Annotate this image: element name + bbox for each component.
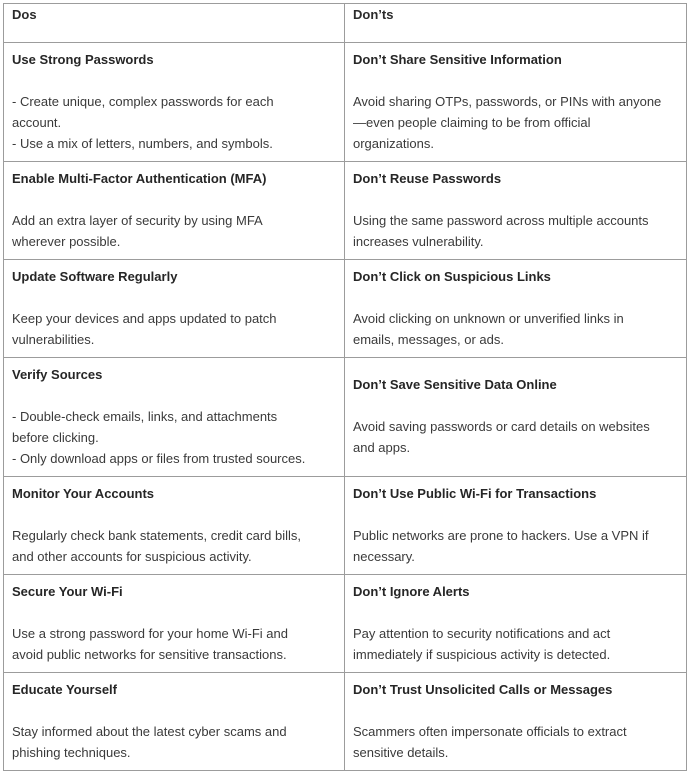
table-row	[4, 43, 687, 162]
do-line: - Double-check emails, links, and attachments	[12, 409, 278, 424]
do-description	[12, 406, 336, 469]
dont-cell	[345, 162, 687, 260]
do-line: phishing techniques.	[12, 745, 131, 760]
dont-description	[353, 91, 678, 154]
do-title: Educate Yourself	[12, 682, 117, 697]
dont-cell	[345, 575, 687, 673]
table-row	[4, 358, 687, 477]
dont-line: organizations.	[353, 136, 434, 151]
dont-line: Using the same password across multiple accounts	[353, 213, 649, 228]
dont-description	[353, 623, 678, 665]
dont-title: Don’t Share Sensitive Information	[353, 52, 562, 67]
dont-cell	[345, 43, 687, 162]
do-cell	[4, 358, 345, 477]
dont-title: Don’t Click on Suspicious Links	[353, 269, 551, 284]
do-title: Use Strong Passwords	[12, 52, 154, 67]
do-description	[12, 91, 336, 154]
dont-title: Don’t Ignore Alerts	[353, 584, 470, 599]
do-line: avoid public networks for sensitive transactions.	[12, 647, 287, 662]
do-line: before clicking.	[12, 430, 99, 445]
dont-line: Avoid saving passwords or card details on websites	[353, 419, 650, 434]
do-description	[12, 623, 336, 665]
do-line: Add an extra layer of security by using MFA	[12, 213, 263, 228]
do-line: - Only download apps or files from trusted sources.	[12, 451, 306, 466]
dont-line: and apps.	[353, 440, 411, 455]
dont-line: Pay attention to security notifications and act	[353, 626, 611, 641]
table-row	[4, 575, 687, 673]
dont-title: Don’t Trust Unsolicited Calls or Messages	[353, 682, 613, 697]
table-row	[4, 477, 687, 575]
do-cell	[4, 162, 345, 260]
do-cell	[4, 260, 345, 358]
do-title: Secure Your Wi-Fi	[12, 584, 123, 599]
header-row	[4, 4, 687, 43]
dont-cell	[345, 358, 687, 477]
dont-description	[353, 210, 678, 252]
do-line: - Use a mix of letters, numbers, and symbols.	[12, 136, 273, 151]
do-description	[12, 210, 336, 252]
dont-description	[353, 416, 678, 458]
dont-line: —even people claiming to be from official	[353, 115, 591, 130]
table-row	[4, 673, 687, 771]
do-cell	[4, 43, 345, 162]
do-line: - Create unique, complex passwords for each	[12, 94, 274, 109]
dos-column-header: Dos	[4, 4, 345, 43]
do-description	[12, 308, 336, 350]
dont-line: increases vulnerability.	[353, 234, 484, 249]
dont-cell	[345, 673, 687, 771]
do-cell	[4, 673, 345, 771]
do-line: and other accounts for suspicious activity.	[12, 549, 252, 564]
dont-line: Avoid clicking on unknown or unverified links in	[353, 311, 624, 326]
do-line: Stay informed about the latest cyber scams and	[12, 724, 287, 739]
do-line: Keep your devices and apps updated to patch	[12, 311, 277, 326]
do-line: account.	[12, 115, 62, 130]
dont-cell	[345, 477, 687, 575]
dont-description	[353, 525, 678, 567]
donts-column-header: Don’ts	[345, 4, 687, 43]
dont-title: Don’t Reuse Passwords	[353, 171, 502, 186]
do-title: Monitor Your Accounts	[12, 486, 155, 501]
do-description	[12, 721, 336, 763]
do-description	[12, 525, 336, 567]
dont-line: Scammers often impersonate officials to extract	[353, 724, 627, 739]
dont-description	[353, 308, 678, 350]
dont-line: emails, messages, or ads.	[353, 332, 505, 347]
dont-cell	[345, 260, 687, 358]
dont-line: immediately if suspicious activity is detected.	[353, 647, 611, 662]
dont-line: necessary.	[353, 549, 415, 564]
dont-line: sensitive details.	[353, 745, 449, 760]
dont-title: Don’t Save Sensitive Data Online	[353, 377, 557, 392]
dont-description	[353, 721, 678, 763]
do-title: Update Software Regularly	[12, 269, 178, 284]
do-cell	[4, 477, 345, 575]
dont-line: Public networks are prone to hackers. Use a VPN if	[353, 528, 649, 543]
do-line: Regularly check bank statements, credit card bills,	[12, 528, 302, 543]
dos-donts-table	[3, 3, 687, 771]
do-line: Use a strong password for your home Wi-Fi and	[12, 626, 288, 641]
do-title: Enable Multi-Factor Authentication (MFA)	[12, 171, 267, 186]
do-title: Verify Sources	[12, 367, 103, 382]
dont-line: Avoid sharing OTPs, passwords, or PINs with anyone	[353, 94, 662, 109]
table-row	[4, 260, 687, 358]
do-line: wherever possible.	[12, 234, 121, 249]
do-line: vulnerabilities.	[12, 332, 95, 347]
table-row	[4, 162, 687, 260]
dont-title: Don’t Use Public Wi-Fi for Transactions	[353, 486, 597, 501]
do-cell	[4, 575, 345, 673]
